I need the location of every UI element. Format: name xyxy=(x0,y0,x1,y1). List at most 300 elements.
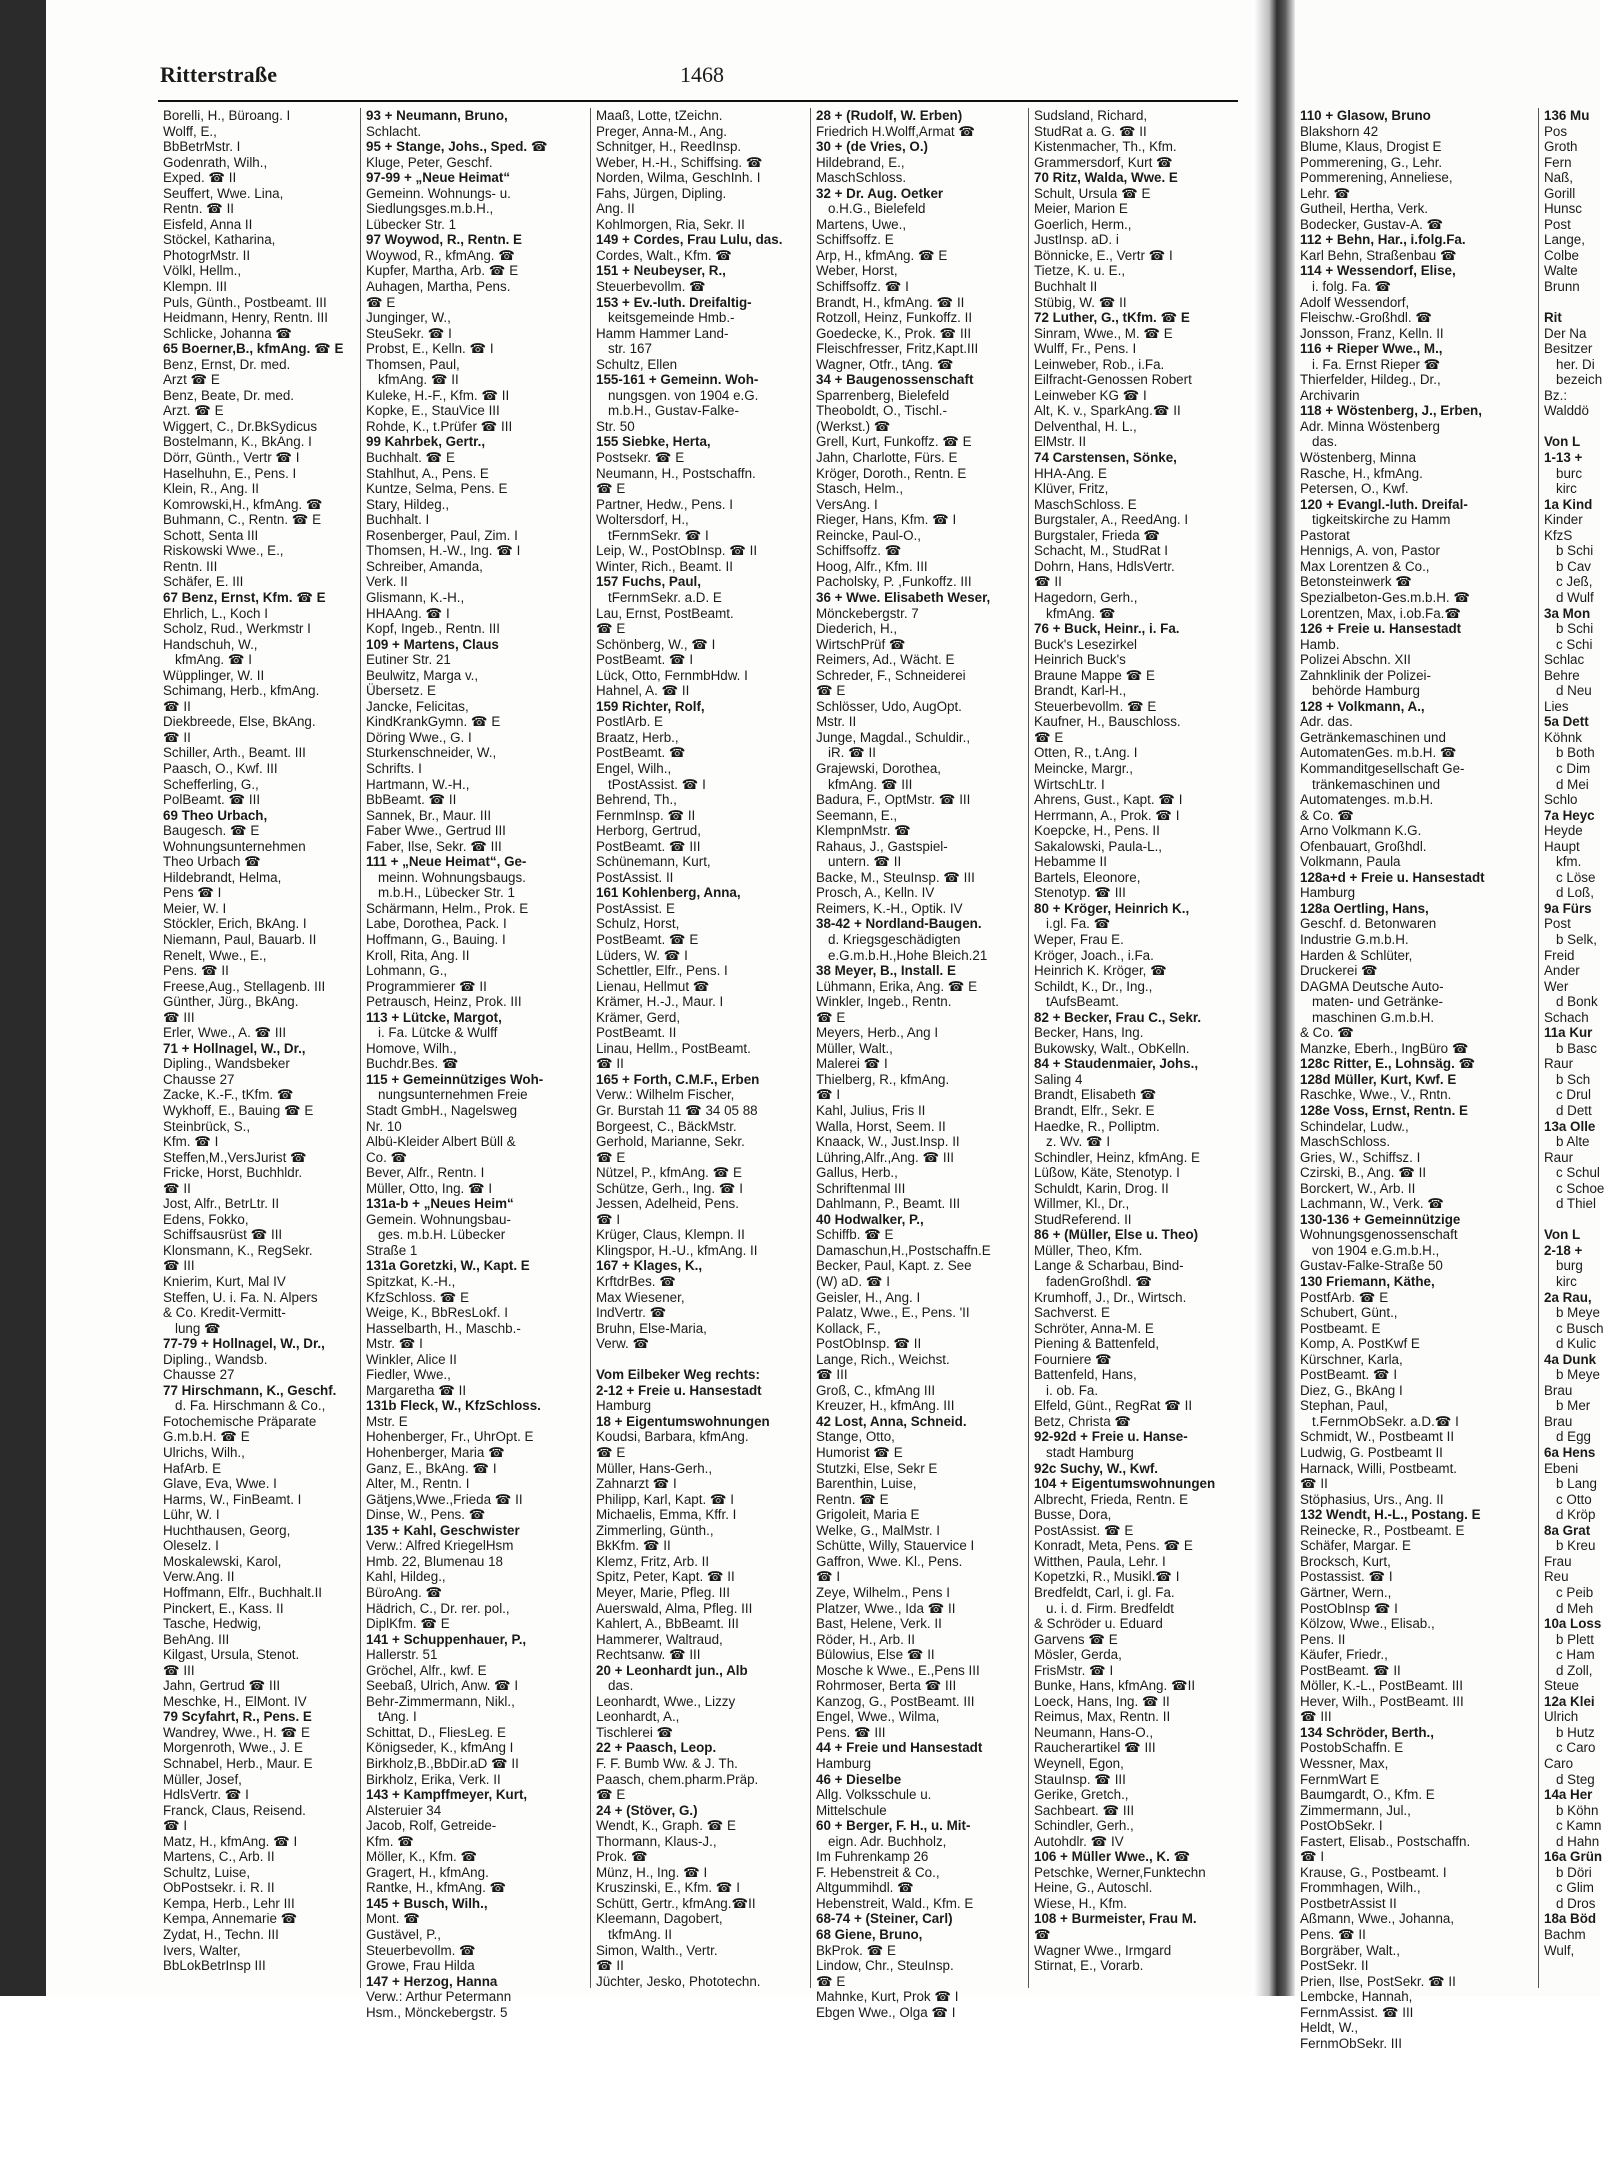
directory-entry-line: Wagner Wwe., Irmgard xyxy=(1034,1942,1172,1958)
directory-entry-line: 111 + „Neue Heimat“, Ge- xyxy=(366,854,527,870)
directory-entry-line: Schiffsausrüst ☎ III xyxy=(163,1227,283,1243)
directory-entry-line: Ulrich xyxy=(1544,1709,1579,1725)
directory-entry-line: 68 Giene, Bruno, xyxy=(816,1926,923,1942)
directory-entry-line: 60 + Berger, F. H., u. Mit- xyxy=(816,1818,971,1834)
directory-entry-line: Benz, Beate, Dr. med. xyxy=(163,387,294,403)
directory-entry-line: d Zoll, xyxy=(1556,1662,1593,1678)
directory-entry-line: Schindler, Gerh., xyxy=(1034,1818,1134,1834)
directory-entry-line: keitsgemeinde Hmb.- xyxy=(608,310,735,326)
directory-entry-line: d Bonk xyxy=(1556,994,1598,1010)
running-head-street: Ritterstraße xyxy=(160,62,278,87)
directory-entry-line: i. folg. Fa. ☎ xyxy=(1312,279,1392,295)
directory-entry-line: Godenrath, Wilh., xyxy=(163,154,268,170)
directory-entry-line: Erler, Wwe., A. ☎ III xyxy=(163,1025,287,1041)
directory-entry-line: 151 + Neubeyser, R., xyxy=(596,263,726,279)
directory-entry-line: Sinram, Wwe., M. ☎ E xyxy=(1034,325,1173,341)
directory-entry-line xyxy=(596,1352,804,1368)
directory-entry-line: b Cav xyxy=(1556,558,1591,574)
directory-entry-line: Hildebrand, E., xyxy=(816,154,905,170)
directory-entry-line: Schäfer, Margar. E xyxy=(1300,1538,1411,1554)
directory-entry-line: ☎ xyxy=(1034,1926,1051,1942)
directory-entry-line: ☎ II xyxy=(596,1056,624,1072)
directory-entry-line: tFernmSekr. a.D. E xyxy=(608,589,722,605)
directory-entry-line: Meyers, Herb., Ang I xyxy=(816,1025,939,1041)
directory-entry-line: 128a+d + Freie u. Hansestadt xyxy=(1300,869,1485,885)
directory-entry-line: Frau xyxy=(1544,1553,1572,1569)
directory-entry-line: Behre xyxy=(1544,667,1580,683)
directory-entry-line: b Meye xyxy=(1556,1305,1600,1321)
directory-entry-line: Caro xyxy=(1544,1755,1574,1771)
directory-entry-line: 128 + Volkmann, A., xyxy=(1300,698,1425,714)
directory-entry-line: Knierim, Kurt, Mal IV xyxy=(163,1274,286,1290)
directory-entry-line: das. xyxy=(608,1678,634,1694)
directory-entry-line: Simon, Walth., Vertr. xyxy=(596,1942,718,1958)
directory-entry-line: HdlsVertr. ☎ I xyxy=(163,1787,249,1803)
directory-entry-line: Betz, Christa ☎ xyxy=(1034,1413,1132,1429)
directory-entry-line: Lühr, W. I xyxy=(163,1507,220,1523)
directory-entry-line: WirtschPrüf ☎ xyxy=(816,636,906,652)
directory-entry-line: Manzke, Eberh., IngBüro ☎ xyxy=(1300,1040,1469,1056)
directory-entry-line: tAng. I xyxy=(378,1709,417,1725)
directory-entry-line: Pommerening, Anneliese, xyxy=(1300,170,1453,186)
directory-entry-line: Sachbeart. ☎ III xyxy=(1034,1802,1135,1818)
directory-entry-line: ☎ II xyxy=(1300,1476,1328,1492)
directory-entry-line: KindKrankGymn. ☎ E xyxy=(366,714,501,730)
directory-entry-line: 106 + Müller Wwe., K. ☎ xyxy=(1034,1849,1191,1865)
directory-entry-line: Bruhn, Else-Maria, xyxy=(596,1320,707,1336)
directory-entry-line: Hasselbarth, H., Maschb.- xyxy=(366,1320,521,1336)
directory-entry-line: Benz, Ernst, Dr. med. xyxy=(163,356,291,372)
directory-entry-line: 18a Böd xyxy=(1544,1911,1597,1927)
directory-entry-line: Buck's Lesezirkel xyxy=(1034,636,1138,652)
directory-entry-line: d Dett xyxy=(1556,1103,1592,1118)
directory-entry-line: Jessen, Adelheid, Pens. xyxy=(596,1196,739,1212)
directory-entry-line: ☎ E xyxy=(596,621,626,637)
directory-entry-line: 8a Grat xyxy=(1544,1522,1591,1538)
directory-entry-line: Brandt, Elfr., Sekr. E xyxy=(1034,1103,1155,1118)
directory-entry-line: Buchhalt. I xyxy=(366,512,430,528)
directory-entry-line: Reimus, Max, Rentn. II xyxy=(1034,1709,1171,1725)
directory-entry-line: Matz, H., kfmAng. ☎ I xyxy=(163,1833,298,1849)
directory-entry-line: Ang. II xyxy=(596,201,635,217)
directory-entry-line: Kilgast, Ursula, Stenot. xyxy=(163,1647,300,1663)
directory-entry-line: Thierfelder, Hildeg., Dr., xyxy=(1300,372,1441,388)
directory-entry-line: Grell, Kurt, Funkoffz. ☎ E xyxy=(816,434,972,450)
directory-entry-line: Borgeest, C., BäckMstr. xyxy=(596,1118,737,1134)
directory-entry-line: Raschke, Wwe., V., Rntn. xyxy=(1300,1087,1452,1103)
directory-entry-line: 92c Suchy, W., Kwf. xyxy=(1034,1460,1159,1476)
directory-entry-line: Kollack, F., xyxy=(816,1320,881,1336)
directory-entry-line: Preger, Anna-M., Ang. xyxy=(596,123,728,139)
directory-entry-line: Haedke, R., Polliptm. xyxy=(1034,1118,1160,1134)
directory-entry-line: b Kreu xyxy=(1556,1538,1596,1554)
directory-entry-line: c Schoe xyxy=(1556,1180,1604,1196)
directory-entry-line: Rentn. ☎ E xyxy=(816,1491,889,1507)
directory-entry-line: Karl Behn, Straßenbau ☎ xyxy=(1300,247,1457,263)
directory-entry-line: Schultz, Luise, xyxy=(163,1864,251,1880)
directory-entry-line: Burgstaler, Frieda ☎ xyxy=(1034,527,1161,543)
directory-entry-line: Brocksch, Kurt, xyxy=(1300,1553,1391,1569)
directory-entry-line: Norden, Wilma, GeschInh. I xyxy=(596,170,761,186)
directory-entry-line: c Busch xyxy=(1556,1320,1604,1336)
directory-entry-line: tAufsBeamt. xyxy=(1046,994,1119,1010)
directory-entry-line: 68-74 + (Steiner, Carl) xyxy=(816,1911,953,1927)
directory-entry-line: Kopetzki, R., Musikl.☎ I xyxy=(1034,1569,1180,1585)
directory-entry-line: Cordes, Walt., Kfm. ☎ xyxy=(596,247,732,263)
directory-entry-line: Wolff, E., xyxy=(163,123,217,139)
directory-entry-line: 38 Meyer, B., Install. E xyxy=(816,963,956,979)
directory-entry-line xyxy=(1544,419,1604,435)
directory-entry-line: PostBeamt. ☎ E xyxy=(596,931,699,947)
directory-entry-line: ☎ III xyxy=(1300,1709,1332,1725)
column-divider xyxy=(1028,108,1029,1988)
directory-entry-line: Friedrich H.Wolff,Armat ☎ xyxy=(816,123,976,139)
directory-entry-line: 86 + (Müller, Else u. Theo) xyxy=(1034,1227,1199,1243)
directory-entry-line: Schmidt, W., Postbeamt II xyxy=(1300,1429,1455,1445)
directory-entry-line: Nr. 10 xyxy=(366,1118,402,1134)
directory-entry-line: Kröger, Doroth., Rentn. E xyxy=(816,465,967,481)
directory-entry-line: 30 + (de Vries, O.) xyxy=(816,139,929,155)
directory-entry-line: 155 Siebke, Herta, xyxy=(596,434,711,450)
directory-entry-line: Thomsen, H.-W., Ing. ☎ I xyxy=(366,543,521,559)
directory-entry-line: 131a Goretzki, W., Kapt. E xyxy=(366,1258,530,1274)
directory-entry-line: Stöckler, Erich, BkAng. I xyxy=(163,916,307,932)
directory-entry-line: Hebamme II xyxy=(1034,854,1107,870)
directory-entry-line: Harms, W., FinBeamt. I xyxy=(163,1491,302,1507)
directory-entry-line: 136 Mu xyxy=(1544,108,1590,123)
directory-entry-line: Alsteruier 34 xyxy=(366,1802,442,1818)
directory-entry-line: Thielberg, R., kfmAng. xyxy=(816,1071,950,1087)
directory-entry-line: 2a Rau, xyxy=(1544,1289,1592,1305)
directory-entry-line: b Döri xyxy=(1556,1864,1592,1880)
directory-entry-line: Geschf. d. Betonwaren xyxy=(1300,916,1437,932)
directory-entry-line: 118 + Wöstenberg, J., Erben, xyxy=(1300,403,1482,419)
directory-entry-line: c Caro xyxy=(1556,1740,1596,1756)
directory-entry-line: Hohenberger, Maria ☎ xyxy=(366,1445,505,1461)
directory-entry-line: Von L xyxy=(1544,434,1581,450)
directory-entry-line: Vom Eilbeker Weg rechts: xyxy=(596,1367,760,1383)
directory-entry-line: ObPostsekr. i. R. II xyxy=(163,1880,275,1896)
directory-entry-line: Spitz, Peter, Kapt. ☎ II xyxy=(596,1569,735,1585)
directory-entry-line: FernmInsp. ☎ II xyxy=(596,807,696,823)
directory-entry-line: c Jeß, xyxy=(1556,574,1593,590)
directory-entry-line: ☎ E xyxy=(596,1149,626,1165)
directory-entry-line: Pens. II xyxy=(1300,1631,1346,1647)
directory-entry-line: Adr. Minna Wöstenberg xyxy=(1300,418,1440,434)
directory-entry-line: PostBeamt. ☎ I xyxy=(1300,1367,1398,1383)
directory-entry-line: & Schröder u. Eduard xyxy=(1034,1616,1163,1632)
directory-entry-line: eign. Adr. Buchholz, xyxy=(828,1833,947,1849)
book-gutter xyxy=(1255,0,1295,1996)
directory-entry-line: Stöphasius, Urs., Ang. II xyxy=(1300,1491,1444,1507)
directory-entry-line: Fotochemische Präparate xyxy=(163,1413,317,1429)
directory-entry-line: Rit xyxy=(1544,310,1562,326)
directory-entry-line: Adr. das. xyxy=(1300,714,1353,730)
directory-entry-line: Wulf, xyxy=(1544,1942,1575,1958)
directory-entry-line: Hahnel, A. ☎ II xyxy=(596,683,690,699)
directory-entry-line: Battenfeld, Hans, xyxy=(1034,1367,1137,1383)
directory-entry-line: & Co. ☎ xyxy=(1300,807,1354,823)
directory-entry-line: ☎ II xyxy=(163,698,191,714)
directory-entry-line: AutomatenGes. m.b.H. ☎ xyxy=(1300,745,1457,761)
directory-entry-line: Hmb. 22, Blumenau 18 xyxy=(366,1553,503,1569)
directory-entry-line: 109 + Martens, Claus xyxy=(366,636,499,652)
directory-entry-line: b Mer xyxy=(1556,1398,1591,1414)
directory-entry-line: Herrmann, A., Prok. ☎ I xyxy=(1034,807,1180,823)
directory-entry-line: ☎ I xyxy=(816,1569,841,1585)
directory-entry-line: Borelli, H., Büroang. I xyxy=(163,108,291,123)
directory-entry-line: Mönckebergstr. 7 xyxy=(816,605,919,621)
directory-entry-line: Stübig, W. ☎ II xyxy=(1034,294,1127,310)
directory-entry-line: Seuffert, Wwe. Lina, xyxy=(163,185,284,201)
directory-entry-line: Otten, R., t.Ang. I xyxy=(1034,745,1138,761)
directory-entry-line: BehAng. III xyxy=(163,1631,230,1647)
directory-entry-line: Niemann, Paul, Bauarb. II xyxy=(163,931,317,947)
directory-entry-line: Hever, Wilh., PostBeamt. III xyxy=(1300,1693,1464,1709)
directory-entry-line: Grammersdorf, Kurt ☎ xyxy=(1034,154,1173,170)
directory-entry-line: Maaß, Lotte, tZeichn. xyxy=(596,108,723,123)
directory-entry-line: Wagner, Otfr., tAng. ☎ xyxy=(816,356,954,372)
directory-entry-line: 3a Mon xyxy=(1544,605,1591,621)
directory-entry-line: Müller, Theo, Kfm. xyxy=(1034,1242,1143,1258)
directory-entry-line: PostAssist. ☎ E xyxy=(1034,1522,1134,1538)
directory-entry-line: Chausse 27 xyxy=(163,1367,235,1383)
directory-entry-line: Zimmermann, Jul., xyxy=(1300,1802,1411,1818)
directory-entry-line: nungsgen. von 1904 e.G. xyxy=(608,387,759,403)
directory-entry-line: ☎ E xyxy=(596,1445,626,1461)
directory-entry-line: Sakalowski, Paula-L., xyxy=(1034,838,1163,854)
directory-entry-line: i. Fa. Lütcke & Wulff xyxy=(378,1025,498,1041)
directory-entry-line: Scholz, Rud., Werkmstr I xyxy=(163,621,311,637)
directory-entry-line: BbBetrMstr. I xyxy=(163,139,241,155)
directory-entry-line: 112 + Behn, Har., i.folg.Fa. xyxy=(1300,232,1466,248)
directory-entry-line: Exped. ☎ II xyxy=(163,170,237,186)
directory-entry-line: PostBeamt. ☎ xyxy=(596,745,686,761)
directory-entry-line: stadt Hamburg xyxy=(1046,1445,1134,1461)
directory-entry-line: 155-161 + Gemeinn. Woh- xyxy=(596,372,759,388)
directory-entry-line: Autohdlr. ☎ IV xyxy=(1034,1833,1124,1849)
directory-entry-line: Philipp, Karl, Kapt. ☎ I xyxy=(596,1491,734,1507)
directory-entry-line: Buchhalt. ☎ E xyxy=(366,450,455,466)
directory-entry-line: Hamburg xyxy=(1300,885,1356,901)
directory-entry-line: Klemz, Fritz, Arb. II xyxy=(596,1553,710,1569)
directory-entry-line: BbBeamt. ☎ II xyxy=(366,792,457,808)
directory-entry-line: Druckerei ☎ xyxy=(1300,963,1378,979)
directory-entry-line: Walddö xyxy=(1544,403,1589,419)
directory-entry-line: Schefferling, G., xyxy=(163,776,259,792)
directory-entry-line: Haselhuhn, E., Pens. I xyxy=(163,465,297,481)
directory-entry-line: Wohnungsgenossenschaft xyxy=(1300,1227,1458,1243)
directory-entry-line: Sannek, Br., Maur. III xyxy=(366,807,492,823)
directory-entry-line: Raur xyxy=(1544,1056,1574,1072)
directory-entry-line: Meincke, Margr., xyxy=(1034,760,1133,776)
directory-entry-line: 67 Benz, Ernst, Kfm. ☎ E xyxy=(163,589,326,605)
directory-entry-line: Kroll, Rita, Ang. II xyxy=(366,947,470,963)
directory-entry-line: Klempn. III xyxy=(163,279,228,295)
directory-entry-line: BbLokBetrInsp III xyxy=(163,1958,266,1974)
directory-entry-line: 10a Loss xyxy=(1544,1616,1602,1632)
directory-entry-line: Baumgardt, O., Kfm. E xyxy=(1300,1787,1435,1803)
directory-entry-line: KrftdrBes. ☎ xyxy=(596,1274,676,1290)
directory-entry-line: ☎ E xyxy=(816,1973,846,1989)
directory-entry-line: Saling 4 xyxy=(1034,1071,1083,1087)
directory-entry-line: KlempnMstr. ☎ xyxy=(816,823,911,839)
directory-entry-line: Lühmann, Erika, Ang. ☎ E xyxy=(816,978,978,994)
directory-entry-line: Neumann, Hans-O., xyxy=(1034,1724,1154,1740)
directory-entry-line: meinn. Wohnungsbaugs. xyxy=(378,869,526,885)
directory-entry-line: Groß, C., kfmAng III xyxy=(816,1382,936,1398)
directory-entry-line: Steffen, U. i. Fa. N. Alpers xyxy=(163,1289,318,1305)
directory-entry-line: ☎ E xyxy=(596,481,626,497)
directory-entry-line: Komrowski,H., kfmAng. ☎ xyxy=(163,496,323,512)
directory-entry-line: Rohrmoser, Berta ☎ III xyxy=(816,1678,957,1694)
directory-entry-line: Alter, M., Rentn. I xyxy=(366,1476,470,1492)
directory-entry-line: Jost, Alfr., BetrLtr. II xyxy=(163,1196,280,1212)
directory-entry-line: Naß, xyxy=(1544,170,1574,186)
directory-entry-line: Borckert, W., Arb. II xyxy=(1300,1180,1416,1196)
directory-entry-line: Schreder, F., Schneiderei xyxy=(816,667,966,683)
directory-entry-line: c Dim xyxy=(1556,760,1591,776)
directory-entry-line: 165 + Forth, C.M.F., Erben xyxy=(596,1071,760,1087)
directory-entry-line: ☎ E xyxy=(1034,729,1064,745)
directory-entry-line: Mstr. E xyxy=(366,1413,408,1429)
directory-entry-line: kirc xyxy=(1556,1274,1577,1290)
directory-entry-line: Komp, A. PostKwf E xyxy=(1300,1336,1420,1352)
directory-column-4 xyxy=(816,108,1022,2020)
directory-entry-line: 128c Ritter, E., Lohnsäg. ☎ xyxy=(1300,1056,1476,1072)
directory-entry-line: Bülowius, Else ☎ II xyxy=(816,1647,935,1663)
directory-entry-line: Krüger, Claus, Klempn. II xyxy=(596,1227,745,1243)
directory-entry-line: d Dros xyxy=(1556,1895,1596,1911)
directory-entry-line: Welke, G., MalMstr. I xyxy=(816,1522,941,1538)
directory-entry-line: Leonhardt, Wwe., Lizzy xyxy=(596,1693,736,1709)
directory-entry-line: Baugesch. ☎ E xyxy=(163,823,260,839)
directory-entry-line: 71 + Hollnagel, W., Dr., xyxy=(163,1040,306,1056)
directory-entry-line: Schrifts. I xyxy=(366,760,422,776)
directory-entry-line: Ofenbauart, Großhdl. xyxy=(1300,838,1427,854)
directory-entry-line: z. Wv. ☎ I xyxy=(1046,1134,1111,1150)
directory-entry-line: Zydat, H., Techn. III xyxy=(163,1926,279,1942)
directory-entry-line: Lange, xyxy=(1544,232,1585,248)
directory-entry-line: iR. ☎ II xyxy=(828,745,876,761)
directory-entry-line: Auhagen, Martha, Pens. xyxy=(366,279,511,295)
directory-entry-line: d Hahn xyxy=(1556,1833,1600,1849)
directory-entry-line: c Ham xyxy=(1556,1647,1595,1663)
directory-entry-line: Zacke, K.-F., tKfm. ☎ xyxy=(163,1087,294,1103)
directory-entry-line: Verk. II xyxy=(366,574,408,590)
directory-entry-line: Piening & Battenfeld, xyxy=(1034,1336,1160,1352)
directory-entry-line: d Wulf xyxy=(1556,589,1594,605)
directory-entry-line: Rosenberger, Paul, Zim. I xyxy=(366,527,518,543)
directory-entry-line: Schubert, Günt., xyxy=(1300,1305,1398,1321)
directory-entry-line: Meyer, Marie, Pfleg. III xyxy=(596,1584,730,1600)
directory-entry-line: Kanzog, G., PostBeamt. III xyxy=(816,1693,975,1709)
page-number: 1468 xyxy=(680,62,724,87)
directory-entry-line: Schult, Ursula ☎ E xyxy=(1034,185,1151,201)
directory-entry-line: Lange & Scharbau, Bind- xyxy=(1034,1258,1184,1274)
directory-entry-line: Diez, G., BkAng I xyxy=(1300,1382,1403,1398)
directory-entry-line: PostObInsp. ☎ II xyxy=(816,1336,922,1352)
directory-entry-line: 11a Kur xyxy=(1544,1025,1593,1041)
directory-entry-line: Rentn. III xyxy=(163,558,218,574)
directory-entry-line: Weper, Frau E. xyxy=(1034,931,1124,947)
column-divider xyxy=(590,108,591,1988)
directory-entry-line: Hsm., Mönckebergstr. 5 xyxy=(366,2004,508,2020)
directory-entry-line: KfzSchloss. ☎ E xyxy=(366,1289,470,1305)
directory-entry-line: PostbetrAssist II xyxy=(1300,1895,1397,1911)
directory-entry-line: PostAssist. II xyxy=(596,869,674,885)
directory-entry-line: Polizei Abschn. XII xyxy=(1300,652,1411,668)
header-rule xyxy=(158,100,1238,102)
directory-entry-line: Woywod, R., kfmAng. ☎ xyxy=(366,247,515,263)
directory-entry-line: Mahnke, Kurt, Prok ☎ I xyxy=(816,1989,959,2005)
directory-entry-line: Co. ☎ xyxy=(366,1149,408,1165)
directory-entry-line: Burgstaler, A., ReedAng. I xyxy=(1034,512,1189,528)
directory-entry-line: Renelt, Wwe., E., xyxy=(163,947,267,963)
directory-entry-line: F. Hebenstreit & Co., xyxy=(816,1864,940,1880)
directory-entry-line: MaschSchloss. xyxy=(816,170,907,186)
directory-entry-line: StauInsp. ☎ III xyxy=(1034,1771,1126,1787)
directory-entry-line: d Loß, xyxy=(1556,885,1594,901)
directory-entry-line: Stary, Hildeg., xyxy=(366,496,450,512)
directory-entry-line: Stöckel, Katharina, xyxy=(163,232,276,248)
directory-entry-line: Schiffsoffz. ☎ I xyxy=(816,279,909,295)
directory-entry-line: IndVertr. ☎ xyxy=(596,1305,667,1321)
directory-entry-line: 24 + (Stöver, G.) xyxy=(596,1802,698,1818)
directory-column-1 xyxy=(163,108,353,1988)
directory-entry-line: 4a Dunk xyxy=(1544,1351,1597,1367)
directory-entry-line: Hunsc xyxy=(1544,201,1582,217)
directory-entry-line: 28 + (Rudolf, W. Erben) xyxy=(816,108,963,123)
directory-entry-line: Sparrenberg, Bielefeld xyxy=(816,387,950,403)
directory-entry-line: 114 + Wessendorf, Elise, xyxy=(1300,263,1456,279)
directory-entry-line: Mittelschule xyxy=(816,1802,887,1818)
directory-entry-line: Döring Wwe., G. I xyxy=(366,729,472,745)
directory-entry-line: Müller, Hans-Gerh., xyxy=(596,1460,713,1476)
directory-entry-line: Jancke, Felicitas, xyxy=(366,698,469,714)
directory-entry-line: Ivers, Walter, xyxy=(163,1942,241,1958)
directory-entry-line: Damaschun,H.,Postschaffn.E xyxy=(816,1242,991,1258)
directory-entry-line: Adolf Wessendorf, xyxy=(1300,294,1410,310)
directory-entry-line: Oleselz. I xyxy=(163,1538,219,1554)
directory-entry-line: Albrecht, Frieda, Rentn. E xyxy=(1034,1491,1189,1507)
directory-entry-line: Backe, M., SteuInsp. ☎ III xyxy=(816,869,975,885)
directory-entry-line: Lüders, W. ☎ I xyxy=(596,947,688,963)
directory-entry-line: Steuerbevollm. ☎ E xyxy=(1034,698,1157,714)
directory-entry-line: Stadt GmbH., Nagelsweg xyxy=(366,1103,518,1118)
directory-entry-line: Pens. ☎ III xyxy=(816,1724,886,1740)
directory-entry-line: Zahnarzt ☎ I xyxy=(596,1476,677,1492)
directory-entry-line: PostBeamt. ☎ I xyxy=(596,652,694,668)
directory-entry-line: d. Kriegsgeschädigten xyxy=(828,931,961,947)
directory-entry-line: Petrausch, Heinz, Prok. III xyxy=(366,994,522,1010)
directory-entry-line: ☎ E xyxy=(596,1787,626,1803)
directory-entry-line: Kommanditgesellschaft Ge- xyxy=(1300,760,1465,776)
directory-entry-line: b Hutz xyxy=(1556,1724,1595,1740)
directory-entry-line: Steinbrück, S., xyxy=(163,1118,251,1134)
directory-entry-line: Krause, G., Postbeamt. I xyxy=(1300,1864,1447,1880)
directory-entry-line: 99 Kahrbek, Gertr., xyxy=(366,434,486,450)
directory-entry-line: Behrend, Th., xyxy=(596,792,677,808)
directory-entry-line: Koepcke, H., Pens. II xyxy=(1034,823,1160,839)
directory-entry-line: BkKfm. ☎ II xyxy=(596,1538,671,1554)
directory-entry-line: Arno Volkmann K.G. xyxy=(1300,823,1422,839)
directory-entry-line: Wulff, Fr., Pens. I xyxy=(1034,341,1137,357)
directory-entry-line: Arp, H., kfmAng. ☎ E xyxy=(816,247,948,263)
directory-entry-line: kfmAng. ☎ II xyxy=(378,372,459,388)
directory-entry-line: 82 + Becker, Frau C., Sekr. xyxy=(1034,1009,1202,1025)
column-divider xyxy=(1538,108,1539,1988)
